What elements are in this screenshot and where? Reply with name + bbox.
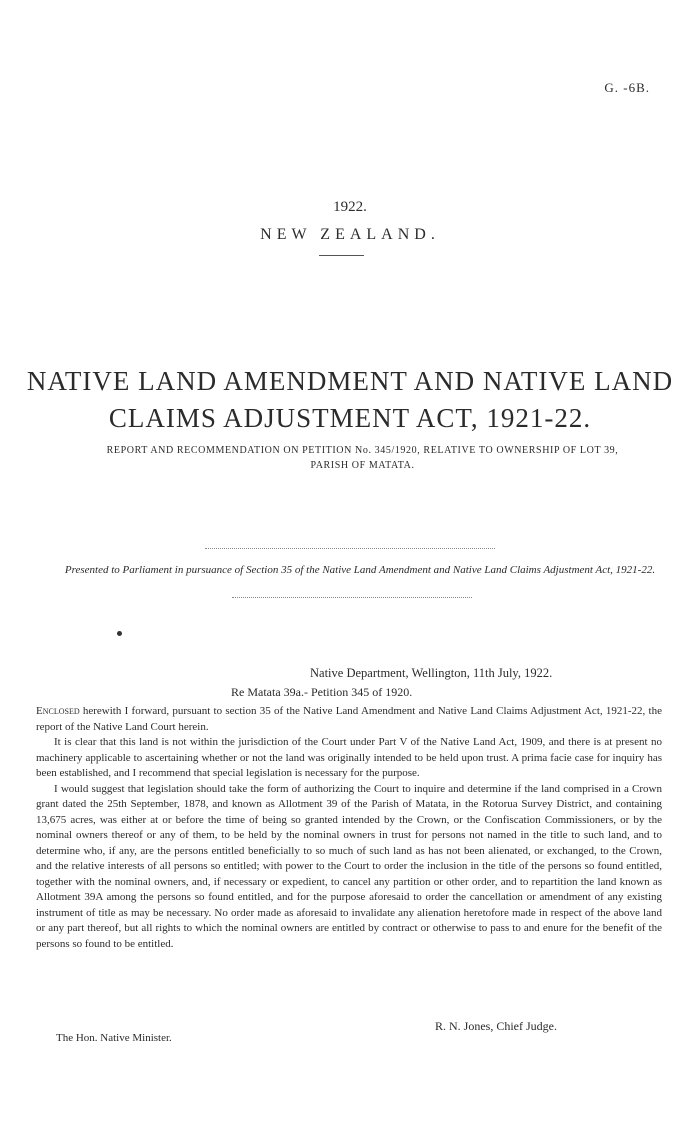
document-subtitle: REPORT AND RECOMMENDATION ON PETITION No. 345/1920, RELATIVE TO OWNERSHIP OF LOT 39, PARISH OF MATATA.	[106, 445, 619, 471]
divider	[232, 597, 472, 598]
ink-speck	[117, 631, 122, 636]
letter-date: Native Department, Wellington, 11th July, 1922.	[310, 666, 553, 680]
letter-subject: Re Matata 39a.- Petition 345 of 1920.	[231, 685, 413, 699]
divider	[205, 548, 495, 549]
document-title-line-1: NATIVE LAND AMENDMENT AND NATIVE LAND	[26, 366, 674, 396]
signature: R. N. Jones, Chief Judge.	[435, 1019, 557, 1033]
divider	[319, 255, 364, 256]
year: 1922.	[333, 199, 367, 215]
letter-body	[36, 704, 662, 952]
paragraph-text: herewith I forward, pursuant to section 35 of the Native Land Amendment and Native Land Claims Adjustment Act, 1921-22, the report of the Native Land Court herein.	[36, 705, 662, 733]
presented-notice: Presented to Parliament in pursuance of Section 35 of the Native Land Amendment and Native Land Claims Adjustment Act, 1921-22.	[64, 564, 656, 576]
paragraph-3: I would suggest that legislation should take the form of authorizing the Court to inquire and determine if the land comprised in a Crown grant dated the 25th September, 1878, and known as Allotment 39 of the Parish of Matata, in the Rotorua Survey District, and containing 13,675 acres, was either at or before the time of being so granted intended by the Crown, or the Confiscation Commissioners, or by the nominal owners thereof or any of them, to be held by the nominal owners in trust for persons not named in the title to such land, and to determine who, if any, are the persons entitled beneficially to so much of such land as has not been alienated, or exchanged, to the Crown, and the relative interests of all persons so entitled; with power to the Court to order the inclusion in the title of the persons so found entitled, together with the nominal owners, and, if necessary or expedient, to cancel any partition or other order, and to repartition the land known as Allotment 39A among the persons so found entitled, and for the purpose aforesaid to order the cancellation or amendment of any existing instrument of title as may be necessary. No order made as aforesaid to invalidate any alienation heretofore made in respect of the above land or any part thereof, but all rights to which the nominal owners are entitled by contract or otherwise to pass to and enure for the benefit of the persons so found to be entitled.	[36, 782, 662, 950]
paragraph-1	[36, 704, 662, 735]
document-reference: G. -6B.	[604, 80, 650, 95]
country-heading: NEW ZEALAND.	[260, 226, 440, 243]
paragraph-2: It is clear that this land is not within the jurisdiction of the Court under Part V of the Native Land Act, 1909, and there is at present no machinery applicable to ascertaining whether or not the land was originally intended to be held upon trust. A prima facie case for inquiry has been established, and I recommend that special legislation is necessary for the purpose.	[36, 736, 662, 779]
addressee: The Hon. Native Minister.	[56, 1032, 172, 1044]
document-title-line-2: CLAIMS ADJUSTMENT ACT, 1921-22.	[108, 403, 592, 433]
paragraph-lead: Enclosed	[36, 705, 80, 717]
